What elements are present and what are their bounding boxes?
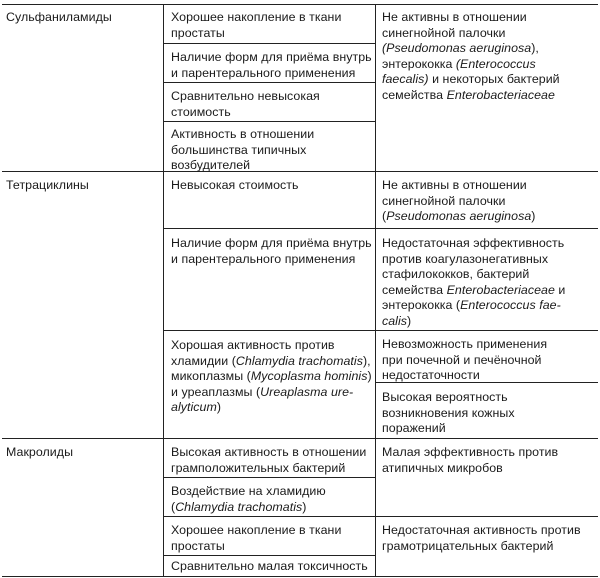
- cell-divider: [163, 43, 375, 44]
- disadvantage-text: синегнойной палочки: [382, 25, 506, 40]
- cell-divider: [163, 516, 375, 517]
- advantage-text: Сравнительно невысокая: [171, 89, 320, 103]
- disadvantage-text: Не активны в отношении: [382, 10, 527, 24]
- disadvantage-text: (Pseudomonas aeruginosa),: [382, 41, 539, 56]
- advantage-text: Хорошее накопление в ткани: [171, 523, 342, 537]
- cell-divider: [163, 228, 375, 229]
- advantage-text: грамположительных бактерий: [171, 460, 346, 475]
- disadvantage-text: атипичных микробов: [382, 460, 503, 475]
- disadvantage-text: Малая эффективность против: [382, 445, 559, 459]
- cell-divider: [163, 82, 375, 83]
- group-divider: [2, 438, 598, 439]
- cell-divider: [375, 516, 598, 517]
- advantage-text: alyticum): [171, 400, 222, 415]
- disadvantage-text: энтерококка (Enterococcus fae-: [382, 298, 561, 313]
- disadvantage-text: синегнойной палочки: [382, 193, 506, 208]
- disadvantage-text: (Pseudomonas aeruginosa): [382, 209, 536, 224]
- advantage-text: возбудителей: [171, 158, 251, 173]
- group-name: Сульфаниламиды: [6, 10, 112, 24]
- cell-divider: [163, 555, 375, 556]
- advantage-text: микоплазмы (Mycoplasma hominis): [171, 369, 372, 384]
- disadvantage-text: недостаточности: [382, 368, 480, 383]
- advantage-text: Воздействие на хламидию: [171, 484, 326, 498]
- advantage-text: Сравнительно малая токсичность: [171, 559, 368, 573]
- column-divider: [163, 4, 164, 576]
- disadvantage-text: Не активны в отношении: [382, 178, 527, 192]
- advantage-text: Наличие форм для приёма внутрь: [171, 236, 372, 250]
- disadvantage-text: Высокая вероятность: [382, 390, 508, 404]
- disadvantage-text: Невозможность применения: [382, 337, 548, 351]
- disadvantage-text: calis): [382, 314, 412, 328]
- column-divider: [375, 4, 376, 576]
- group-divider: [2, 171, 598, 172]
- advantage-text: (Chlamydia trachomatis): [171, 499, 307, 514]
- group-name: Макролиды: [6, 445, 74, 459]
- disadvantage-text: семейства Enterobacteriaceae и: [382, 282, 566, 297]
- disadvantage-text: грамотрицательных бактерий: [382, 538, 554, 553]
- cell-divider: [375, 330, 598, 331]
- group-name: Тетрациклины: [6, 178, 89, 192]
- cell-divider: [163, 477, 375, 478]
- advantage-text: большинства типичных: [171, 142, 307, 157]
- disadvantage-text: семейства Enterobacteriaceae: [382, 88, 555, 102]
- cell-divider: [163, 330, 375, 331]
- disadvantage-text: Недостаточная эффективность: [382, 236, 565, 250]
- disadvantage-text: Недостаточная активность против: [382, 523, 581, 537]
- cell-divider: [375, 382, 598, 383]
- cell-divider: [163, 121, 375, 122]
- advantage-text: и парентерального применения: [171, 65, 356, 80]
- disadvantage-text: против коагулазонегативных: [382, 251, 549, 266]
- advantage-text: Хорошая активность против: [171, 338, 335, 352]
- disadvantage-text: возникновения кожных: [382, 405, 515, 420]
- advantage-text: Высокая активность в отношении: [171, 445, 367, 459]
- disadvantage-text: при почечной и печёночной: [382, 352, 542, 367]
- advantage-text: Активность в отношении: [171, 127, 315, 141]
- disadvantage-text: энтерококка (Enterococcus: [382, 56, 536, 71]
- advantage-text: и уреаплазмы (Ureaplasma ure-: [171, 384, 354, 399]
- disadvantage-text: стафилококков, бактерий: [382, 267, 530, 282]
- advantage-text: и парентерального применения: [171, 251, 356, 266]
- disadvantage-text: поражений: [382, 421, 446, 436]
- advantage-text: простаты: [171, 538, 225, 553]
- advantage-text: стоимость: [171, 104, 231, 119]
- disadvantage-text: faecalis) и некоторых бактерий: [382, 72, 560, 87]
- advantage-text: хламидии (Chlamydia trachomatis),: [171, 353, 371, 368]
- table-bottom-border: [2, 576, 598, 577]
- advantage-text: Невысокая стоимость: [171, 178, 299, 192]
- advantage-text: простаты: [171, 25, 225, 40]
- cell-divider: [375, 228, 598, 229]
- advantage-text: Наличие форм для приёма внутрь: [171, 50, 372, 64]
- table-top-border: [2, 4, 598, 5]
- advantage-text: Хорошее накопление в ткани: [171, 10, 342, 24]
